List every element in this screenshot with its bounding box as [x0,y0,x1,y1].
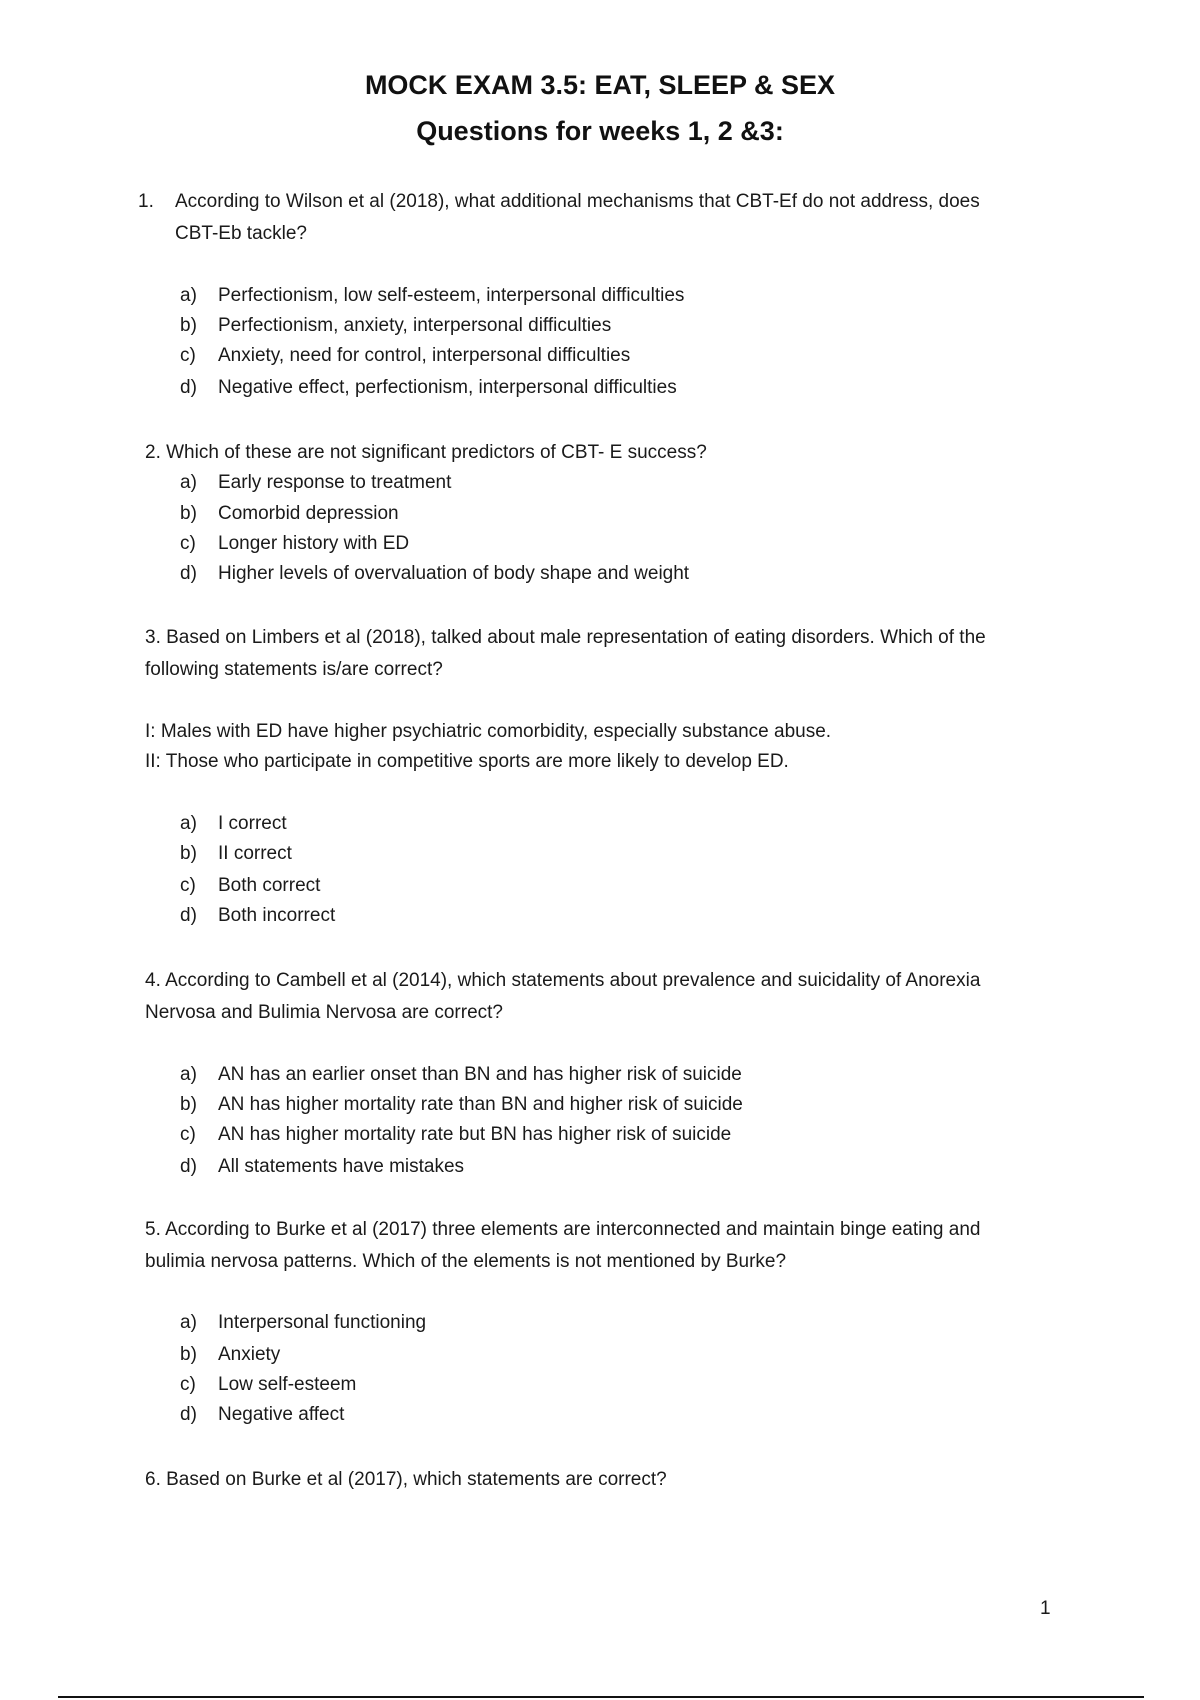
option-text: Comorbid depression [218,503,399,524]
option-text: Anxiety [218,1344,281,1365]
option-text: AN has higher mortality rate than BN and higher risk of suicide [218,1094,743,1115]
answer-option [180,559,689,589]
option-text: Low self-esteem [218,1374,357,1395]
answer-option [180,809,287,839]
question-text: CBT-Eb tackle? [175,223,307,244]
option-text: Anxiety, need for control, interpersonal difficulties [218,345,631,366]
answer-option [180,1152,464,1182]
option-label: d) [180,563,197,584]
page-subtitle: Questions for weeks 1, 2 &3: [416,116,784,146]
answer-option [180,468,451,498]
option-text: Longer history with ED [218,533,410,554]
page-divider [58,1696,1144,1698]
option-label: d) [180,1404,197,1425]
option-label: c) [180,345,196,366]
option-label: a) [180,813,197,834]
page-number: 1 [1040,1598,1051,1619]
option-label: c) [180,1374,196,1395]
option-text: All statements have mistakes [218,1156,465,1177]
option-text: AN has an earlier onset than BN and has higher risk of suicide [218,1064,742,1085]
option-label: c) [180,1124,196,1145]
question-text: bulimia nervosa patterns. Which of the elements is not mentioned by Burke? [145,1251,787,1272]
question-text: Nervosa and Bulimia Nervosa are correct? [145,1002,503,1023]
answer-option [180,499,399,529]
option-label: b) [180,1094,197,1115]
option-text: Interpersonal functioning [218,1312,427,1333]
option-label: a) [180,285,197,306]
option-text: II correct [218,843,292,864]
option-text: Early response to treatment [218,472,452,493]
option-label: b) [180,843,197,864]
question-text: 3. Based on Limbers et al (2018), talked about male representation of eating disorders. Which of the [145,627,986,648]
option-label: a) [180,472,197,493]
answer-option [180,1400,344,1430]
option-label: a) [180,1312,197,1333]
answer-option [180,839,292,869]
option-label: c) [180,875,196,896]
question-text: 5. According to Burke et al (2017) three elements are interconnected and maintain binge eating and [145,1219,981,1240]
answer-option [180,1340,280,1370]
statement-2: II: Those who participate in competitive sports are more likely to develop ED. [145,751,789,772]
option-label: d) [180,905,197,926]
answer-option [180,1120,731,1150]
option-text: I correct [218,813,287,834]
answer-option [180,311,611,341]
option-text: Perfectionism, low self-esteem, interpersonal difficulties [218,285,685,306]
question-number: 1. [138,191,154,212]
option-label: d) [180,377,197,398]
answer-option [180,529,409,559]
answer-option [180,281,684,311]
option-text: Negative affect [218,1404,345,1425]
question-text: 6. Based on Burke et al (2017), which statements are correct? [145,1469,667,1490]
answer-option [180,1370,356,1400]
option-text: Higher levels of overvaluation of body shape and weight [218,563,690,584]
option-label: b) [180,315,197,336]
option-label: b) [180,503,197,524]
option-text: Negative effect, perfectionism, interpersonal difficulties [218,377,677,398]
question-text: following statements is/are correct? [145,659,443,680]
question-text: According to Wilson et al (2018), what additional mechanisms that CBT-Ef do not address, does [175,191,980,212]
option-label: a) [180,1064,197,1085]
question-text: 2. Which of these are not significant predictors of CBT- E success? [145,442,707,463]
option-text: Both incorrect [218,905,336,926]
question-text: 4. According to Cambell et al (2014), which statements about prevalence and suicidality of Anorexia [145,970,981,991]
option-text: AN has higher mortality rate but BN has higher risk of suicide [218,1124,732,1145]
option-label: c) [180,533,196,554]
answer-option [180,1090,743,1120]
option-label: b) [180,1344,197,1365]
option-text: Both correct [218,875,321,896]
answer-option [180,1060,742,1090]
option-label: d) [180,1156,197,1177]
statement-1: I: Males with ED have higher psychiatric comorbidity, especially substance abuse. [145,721,832,742]
answer-option [180,901,335,931]
page-title: MOCK EXAM 3.5: EAT, SLEEP & SEX [364,70,836,100]
option-text: Perfectionism, anxiety, interpersonal difficulties [218,315,612,336]
answer-option [180,373,677,403]
answer-option [180,341,630,371]
answer-option [180,1308,426,1338]
answer-option [180,871,320,901]
